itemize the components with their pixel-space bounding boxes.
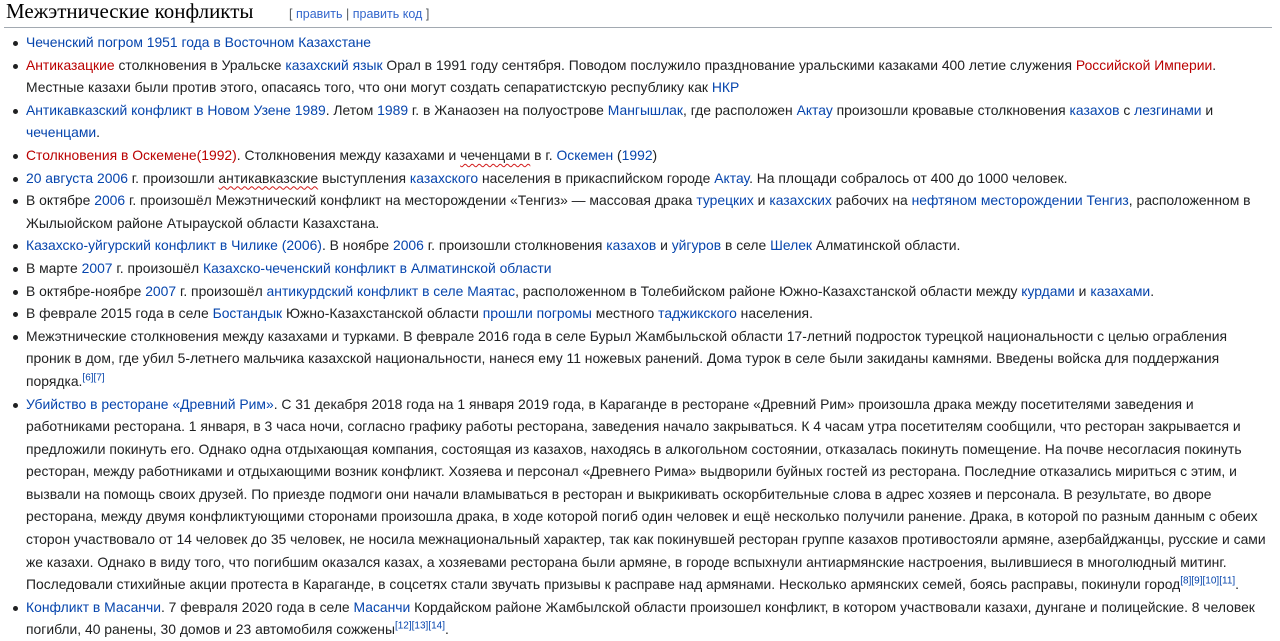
reference-link[interactable]: [14]: [428, 620, 446, 632]
article-link[interactable]: Антикавказский конфликт в Новом Узене 1989: [26, 101, 326, 118]
article-link[interactable]: курдами: [1021, 282, 1075, 299]
missing-article-link[interactable]: Антиказацкие: [26, 56, 115, 73]
text-segment: . На площади собралось от 400 до 1000 человек.: [749, 169, 1068, 186]
text-segment: . Столкновения между казахами и: [236, 146, 461, 163]
section-heading: Межэтнические конфликты: [6, 0, 254, 23]
text-segment: Межэтнические столкновения между казахами и турками. В феврале 2016 года в селе Бурыл Жамбыльской области 17-летний подросток турецкой национальности с целью ограбления проник в дом, где убил 5-летнего мальчика казахской национальности, нанеся ему 11 ножевых ранений. Дома турок в селе были закиданы камнями. Введены войска для поддержания порядка.: [26, 327, 1227, 389]
article-link[interactable]: 1989: [377, 101, 409, 118]
text-segment: .: [1150, 282, 1155, 299]
text-segment: , где расположен: [682, 101, 797, 118]
text-segment: в г.: [530, 146, 557, 163]
article-section: [4, 0, 1272, 638]
article-link[interactable]: 2006: [392, 237, 424, 254]
edit-code-link[interactable]: править код: [352, 7, 423, 21]
text-segment: в селе: [721, 237, 771, 254]
reference-link[interactable]: [9]: [1191, 575, 1203, 587]
text-segment: г. произошёл: [112, 259, 203, 276]
reference-sup: [82, 372, 93, 383]
bracket-close: ]: [425, 7, 430, 21]
text-segment: , расположенном в Жылыойском районе Атырауской области Казахстана.: [26, 192, 1251, 231]
list-item: [4, 257, 1268, 280]
missing-article-link[interactable]: Столкновения в Оскемене(1992): [26, 146, 237, 163]
text-segment: Кордайском районе Жамбылской области произошел конфликт, в котором участвовали казахи, дунгане и полицейские. 8 человек погибли, 40 ранены, 30 домов и 23 автомобиля сожжены: [26, 598, 1255, 638]
article-link[interactable]: конфликт в Алматинской области: [330, 259, 552, 276]
edit-separator: |: [346, 7, 350, 21]
text-segment: .: [1235, 576, 1240, 593]
list-item: [4, 280, 1268, 303]
text-segment: В феврале 2015 года в селе: [26, 305, 213, 322]
list-item: [4, 234, 1268, 257]
reference-link[interactable]: [7]: [93, 372, 105, 384]
text-segment: чеченцами: [460, 146, 531, 163]
article-link[interactable]: турецких: [696, 192, 754, 209]
text-segment: .: [445, 621, 449, 638]
text-segment: Алматинской области.: [812, 237, 961, 254]
reference-sup: [428, 621, 445, 632]
text-segment: антикавказские: [218, 169, 319, 186]
missing-article-link[interactable]: Российской Империи: [1075, 56, 1213, 73]
text-segment: . 7 февраля 2020 года в селе: [160, 598, 354, 615]
article-link[interactable]: Масанчи: [353, 598, 411, 615]
text-segment: , расположенном в Толебийском районе Южно-Казахстанской области между: [515, 282, 1022, 299]
article-link[interactable]: НКР: [711, 79, 740, 96]
article-link[interactable]: Казахско-: [202, 259, 266, 276]
article-link[interactable]: казахами: [1090, 282, 1151, 299]
list-item: [4, 393, 1268, 596]
text-segment: . С 31 декабря 2018 года на 1 января 2019 года, в Караганде в ресторане «Древний Рим» произошла драка между посетителями заведения и работниками ресторана. 1 января, в 3 часа ночи, согласно графику работы ресторана, заведения начало закрываться. К 4 часам утра посетителям сообщили, что ресторан закрывается и предложили покинуть его. Однако одна отдыхающая компания, состоящая из казахов, находясь в алкогольном состоянии, отказалась покинуть помещение. На почве несогласия покинуть ресторан, между работниками и отдыхающими возник конфликт. Хозяева и персонал «Древнего Рима» выдворили буйных гостей из ресторана. Последние отказались мириться с этим, и вызвали на помощь своих друзей. По приезде подмоги они начали вламываться в ресторан и выкрикивать оскорбительные слова в адрес хозяев и персонала. В результате, во дворе ресторана, между двумя конфликтующими сторонами произошла драка, в ходе которой погиб один человек и ещё несколько получили ранение. Драка, в которой по разным данным с обеих сторон участвовало от 14 человек до 35 человек, не носила межнациональный характер, так как покинувшей ресторан группе казахов противостояли армяне, азербайджанцы, русские и сами же казахи. Однако в виду того, что погибшим оказался казах, а хозяевами ресторана были армяне, в городе вспыхнули антиармянские настроения, вылившиеся в многолюдный митинг. Последовали стихийные акции протеста в Караганде, в соцсетях стали звучать призывы к расправе над армянами. Несколько армянских семей, боясь расправы, покинули город: [26, 395, 1266, 593]
article-link[interactable]: Шелек: [770, 237, 813, 254]
text-segment: г. произошли: [127, 169, 219, 186]
article-link[interactable]: Конфликт в Масанчи: [26, 598, 161, 615]
text-segment: .: [96, 124, 100, 141]
text-segment: рабочих на: [831, 192, 912, 209]
article-link[interactable]: прошли погромы: [482, 305, 592, 322]
text-segment: и: [1201, 101, 1214, 118]
article-link[interactable]: нефтяном месторождении Тенгиз: [911, 192, 1129, 209]
reference-sup: [1180, 576, 1191, 587]
text-segment: В октябре: [26, 192, 95, 209]
article-link[interactable]: 2007: [145, 282, 177, 299]
text-segment: выступления: [318, 169, 410, 186]
text-segment: . Летом: [325, 101, 378, 118]
reference-link[interactable]: [10]: [1202, 575, 1220, 587]
list-item: [4, 302, 1268, 325]
reference-sup: [395, 621, 412, 632]
reference-link[interactable]: [11]: [1219, 575, 1236, 587]
reference-sup: [1219, 576, 1235, 587]
list-item: [4, 189, 1268, 234]
article-link[interactable]: чеченский: [265, 259, 331, 276]
article-link[interactable]: лезгинами: [1134, 101, 1202, 118]
list-item: [4, 54, 1268, 99]
text-segment: и: [656, 237, 672, 254]
text-segment: ): [652, 146, 658, 163]
article-link[interactable]: антикурдский конфликт в селе Маятас: [266, 282, 516, 299]
list-item: [4, 325, 1268, 393]
text-segment: г. произошёл Межэтнический конфликт на месторождении «Тенгиз» — массовая драка: [125, 192, 697, 209]
text-segment: и: [1074, 282, 1091, 299]
article-link[interactable]: казахов: [1069, 101, 1120, 118]
article-link[interactable]: таджикского: [658, 305, 737, 322]
text-segment: с: [1119, 101, 1135, 118]
list-item: [4, 144, 1268, 167]
reference-link[interactable]: [13]: [411, 620, 429, 632]
text-segment: г. произошёл: [176, 282, 267, 299]
text-segment: населения.: [736, 305, 813, 322]
reference-link[interactable]: [12]: [394, 620, 412, 632]
article-link[interactable]: Убийство в ресторане «Древний Рим»: [26, 395, 274, 412]
text-segment: столкновения в Уральске: [114, 56, 286, 73]
conflict-list: [4, 31, 1268, 641]
text-segment: населения в прикаспийском городе: [478, 169, 715, 186]
article-link[interactable]: казахского: [409, 169, 479, 186]
article-link[interactable]: Бостандык: [212, 305, 283, 322]
reference-link[interactable]: [6]: [82, 372, 94, 384]
article-link[interactable]: Оскемен: [556, 146, 614, 163]
section-header: [4, 0, 1272, 28]
article-link[interactable]: Актау: [714, 169, 750, 186]
article-link[interactable]: уйгуров: [671, 237, 722, 254]
bracket-open: [: [289, 7, 293, 21]
article-link[interactable]: Казахско-уйгурский конфликт в Чилике (2006): [26, 237, 322, 254]
list-item: [4, 31, 1268, 54]
list-item: [4, 99, 1268, 144]
article-link[interactable]: казахских: [769, 192, 832, 209]
reference-sup: [412, 621, 429, 632]
article-link[interactable]: 20 августа: [26, 169, 94, 186]
article-link[interactable]: казахский язык: [285, 56, 383, 73]
reference-sup: [1191, 576, 1202, 587]
article-link[interactable]: Мангышлак: [607, 101, 683, 118]
reference-sup: [1203, 576, 1220, 587]
list-item: [4, 167, 1268, 190]
text-segment: (: [613, 146, 622, 163]
article-link[interactable]: 2006: [97, 169, 128, 186]
article-link[interactable]: 1992: [621, 146, 653, 163]
text-segment: . В ноябре: [321, 237, 393, 254]
article-link[interactable]: Чеченский погром 1951 года в Восточном Казахстане: [26, 34, 372, 50]
text-segment: и: [753, 192, 770, 209]
text-segment: Южно-Казахстанской области: [282, 305, 483, 322]
text-segment: В марте: [26, 259, 82, 276]
reference-link[interactable]: [8]: [1180, 575, 1192, 587]
text-segment: местного: [591, 305, 659, 322]
text-segment: г. произошли столкновения: [423, 237, 607, 254]
text-segment: . Местные казахи были против этого, опасаясь того, что они могут создать сепаратистскую республику как: [26, 56, 1217, 96]
text-segment: В октябре-ноябре: [26, 282, 146, 299]
article-link[interactable]: 2007: [81, 259, 113, 276]
list-item: [4, 596, 1268, 641]
article-link[interactable]: чеченцами: [26, 124, 97, 141]
article-link[interactable]: Актау: [796, 101, 833, 118]
article-link[interactable]: 2006: [94, 192, 126, 209]
text-segment: произошли кровавые столкновения: [832, 101, 1070, 118]
reference-sup: [94, 372, 105, 383]
section-edit-links: [289, 7, 429, 21]
edit-link[interactable]: править: [295, 7, 343, 21]
text-segment: г. в Жанаозен на полуострове: [408, 101, 608, 118]
text-segment: Орал в 1991 году сентября. Поводом послужило празднование уральскими казаками 400 летие служения: [382, 56, 1076, 73]
article-link[interactable]: казахов: [606, 237, 657, 254]
